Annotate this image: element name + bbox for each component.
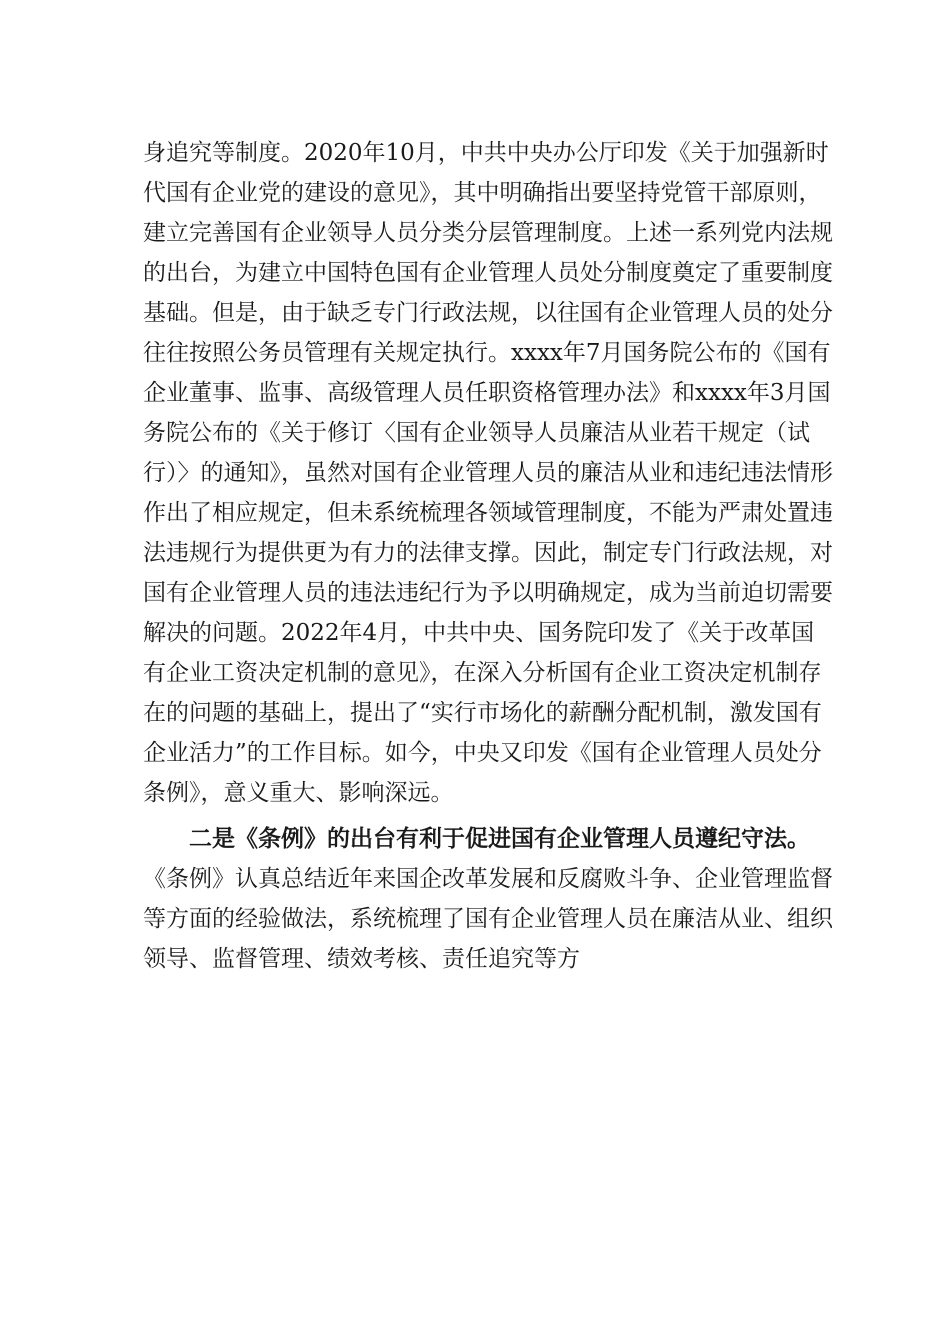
paragraph-2-heading: 二是《条例》的出台有利于促进国有企业管理人员遵纪守法。 xyxy=(189,825,810,852)
paragraph-2-body: 《条例》认真总结近年来国企改革发展和反腐败斗争、企业管理监督等方面的经验做法，系统梳理了国有企业管理人员在廉洁从业、组织领导、监督管理、绩效考核、责任追究等方 xyxy=(143,866,833,972)
paragraph-1: 身追究等制度。2020年10月，中共中央办公厅印发《关于加强新时代国有企业党的建设的意见》，其中明确指出要坚持党管干部原则，建立完善国有企业领导人员分类分层管理制度。上述一系列党内法规的出台，为建立中国特色国有企业管理人员处分制度奠定了重要制度基础。但是，由于缺乏专门行政法规，以往国有企业管理人员的处分往往按照公务员管理有关规定执行。xxxx年7月国务院公布的《国有企业董事、监事、高级管理人员任职资格管理办法》和xxxx年3月国务院公布的《关于修订〈国有企业领导人员廉洁从业若干规定（试行）〉的通知》，虽然对国有企业管理人员的廉洁从业和违纪违法情形作出了相应规定，但未系统梳理各领域管理制度，不能为严肃处置违法违规行为提供更为有力的法律支撑。因此，制定专门行政法规，对国有企业管理人员的违法违纪行为予以明确规定，成为当前迫切需要解决的问题。2022年4月，中共中央、国务院印发了《关于改革国有企业工资决定机制的意见》，在深入分析国有企业工资决定机制存在的问题的基础上，提出了“实行市场化的薪酬分配机制，激发国有企业活力”的工作目标。如今，中央又印发《国有企业管理人员处分条例》，意义重大、影响深远。 xyxy=(143,140,833,806)
document-body xyxy=(143,133,833,979)
paragraph-2 xyxy=(143,819,833,979)
